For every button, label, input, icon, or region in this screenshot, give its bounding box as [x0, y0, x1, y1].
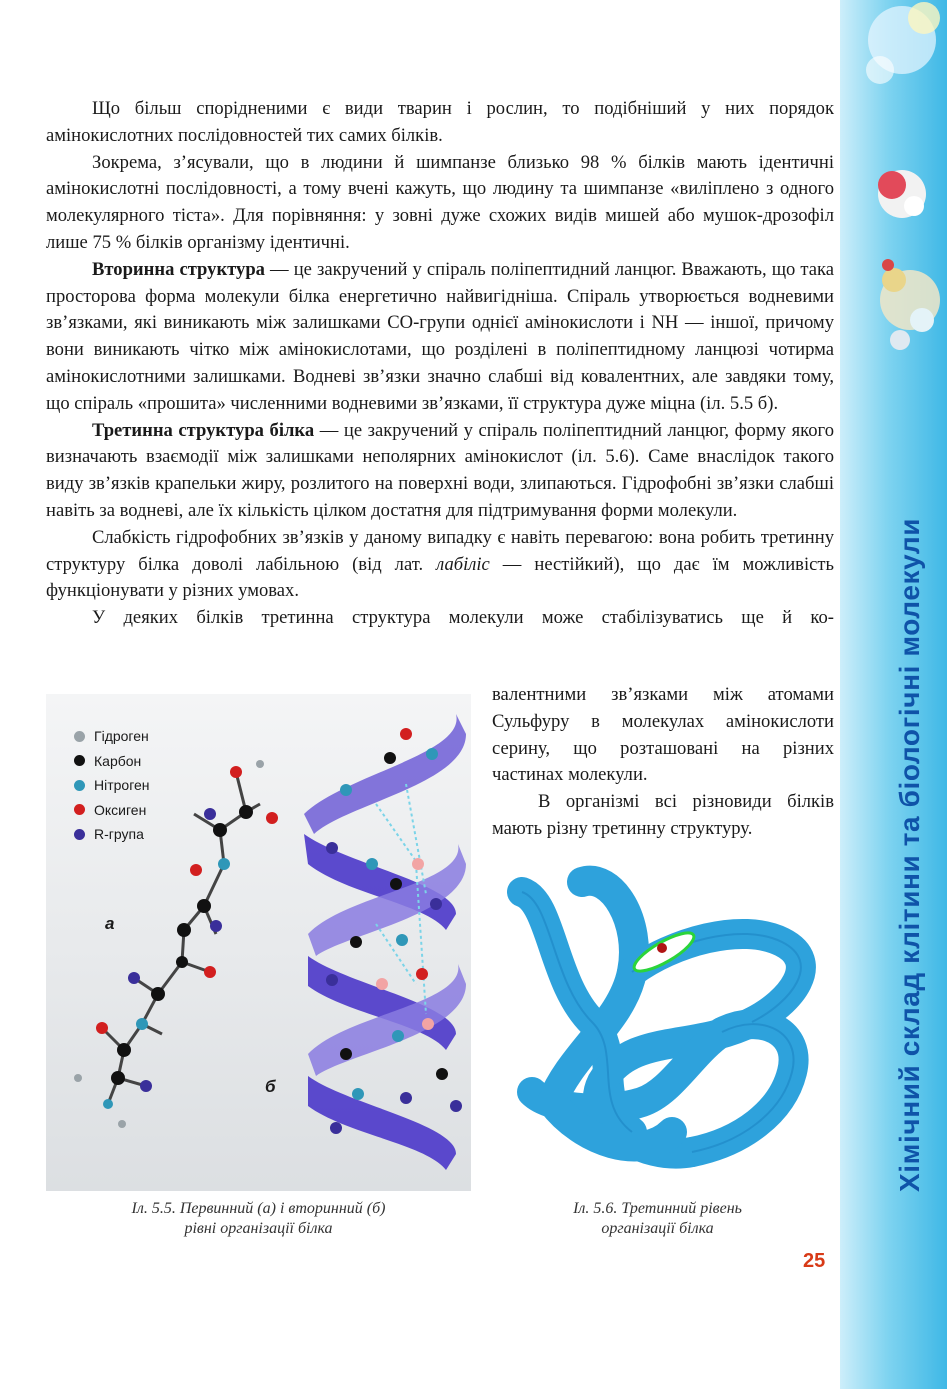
molecule-illustration — [46, 694, 471, 1191]
label-a: а — [105, 914, 115, 933]
term-secondary-structure: Вторинна структура — [92, 258, 265, 280]
wrapped-text — [492, 682, 834, 843]
paragraph-5: Слабкість гідрофобних зв’язків у даному випадку є навіть перевагою: вона робить третинну структуру білка доволі лабільною (від лат. лабіліс — нестійкий), що дає їм можливість функціонувати у різних умовах. — [46, 526, 834, 602]
legend-item-nitrogen: Нітроген — [74, 773, 150, 798]
main-text — [46, 96, 834, 632]
tertiary-structure-icon — [492, 862, 834, 1192]
paragraph-2: Зокрема, з’ясували, що в людини й шимпанзе близько 98 % білків мають ідентичні амінокислотні послідовності, а тому вчені кажуть, що людину та шимпанзе «виліплено з одного молекулярного тіста». Для порівняння: у зовні дуже схожих видів мишей або мушок-дрозофіл лише 75 % білків організму ідентичні. — [46, 151, 834, 253]
alpha-helix-icon — [304, 714, 466, 1170]
legend-item-carbon: Карбон — [74, 749, 150, 774]
sidebar-chapter-title: Хімічний склад клітини та біологічні молекули — [894, 517, 925, 1192]
page-number: 25 — [803, 1250, 826, 1272]
paragraph-7: В організмі всі різновиди білків мають різну третинну структуру. — [492, 791, 834, 839]
legend-item-hydrogen: Гідроген — [74, 724, 150, 749]
paragraph-1: Що більш спорідненими є види тварин і рослин, то подібніший у них порядок амінокислотних послідовностей тих самих білків. — [46, 98, 834, 146]
figure-primary-secondary-structure — [46, 694, 471, 1191]
term-tertiary-structure: Третинна структура білка — [92, 419, 315, 441]
legend-item-oxygen: Оксиген — [74, 798, 150, 823]
primary-atoms-icon — [74, 760, 278, 1128]
figure-tertiary-structure — [492, 862, 834, 1192]
paragraph-3: Вторинна структура — це закручений у спіраль поліпептидний ланцюг. Вважають, що така просторова форма молекули білка енергетично найвигідніша. Спіраль утворюється водневими зв’язками, які виникають між залишками СО-групи однієї амінокислоти і NH — іншої, причому вони виникають чітко між амінокислотами, що розділені в поліпептидному ланцюзі чотирма амінокислотними залишками. Водневі зв’язки значно слабші від ковалентних, але завдяки тому, що спіраль «прошита» численними водневими зв’язками, її структура дуже міцна (іл. 5.5 б). — [46, 258, 834, 414]
paragraph-6: У деяких білків третинна структура молекули може стабілізуватись ще й ко- — [92, 607, 834, 629]
figure-5-6-caption: Іл. 5.6. Третинний рівень організації білка — [573, 1200, 742, 1237]
figure-5-5-caption: Іл. 5.5. Первинний (а) і вторинний (б) рівні організації білка — [131, 1200, 386, 1237]
label-b: б — [265, 1077, 276, 1096]
legend-item-r-group: R-група — [74, 822, 150, 847]
paragraph-6-continued: валентними зв’язками між атомами Сульфуру в молекулах амінокислоти серину, що розташовані на різних частинах молекули. — [492, 684, 834, 786]
latin-term: лабіліс — [436, 553, 490, 575]
paragraph-4: Третинна структура білка — це закручений у спіраль поліпептидний ланцюг, форму якого визначають взаємодії між залишками неполярних амінокислот (іл. 5.6). Саме внаслідок такого виду зв’язків крапельки жиру, розлитого на поверхні води, злипаються. Гідрофобні зв’язки слабші навіть за водневі, але їх кількість цілком достатня для підтримування форми молекули. — [46, 419, 834, 521]
